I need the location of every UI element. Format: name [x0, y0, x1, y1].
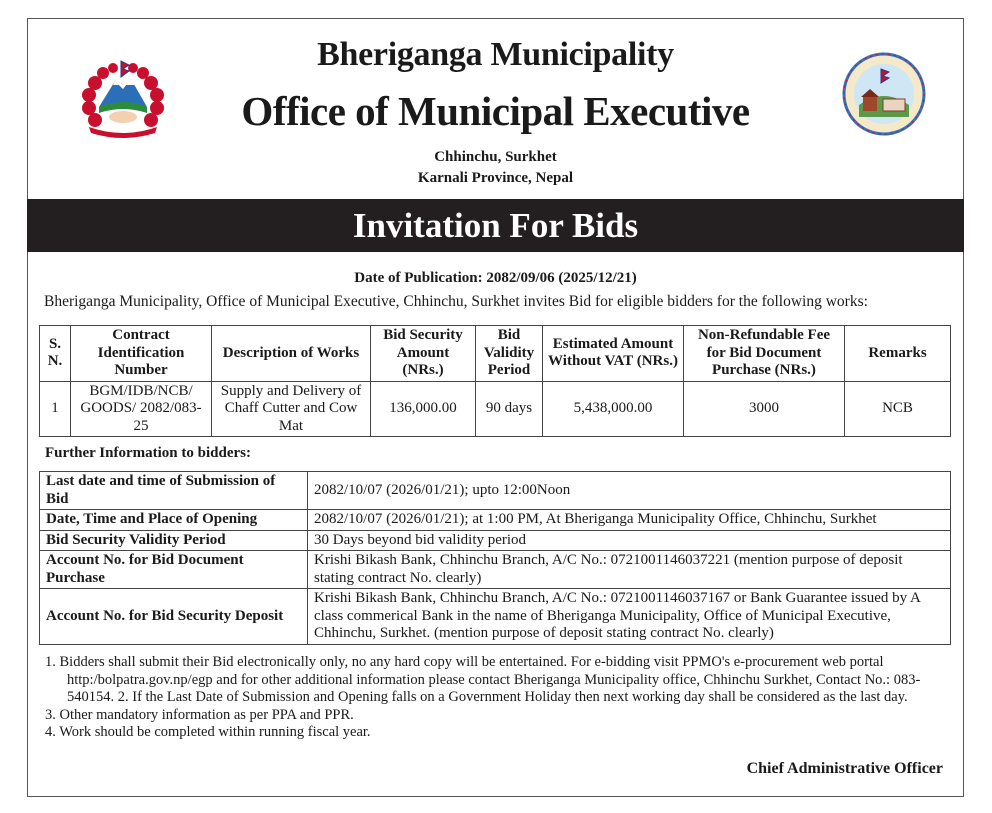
- cell-bid-security: 136,000.00: [371, 381, 476, 437]
- publication-date: Date of Publication: 2082/09/06 (2025/12/21): [354, 270, 637, 286]
- signatory-title: Chief Administrative Officer: [746, 760, 943, 777]
- info-row: [40, 551, 951, 589]
- cell-estimated-amount: 5,438,000.00: [543, 381, 684, 437]
- office-name: Office of Municipal Executive: [241, 88, 750, 134]
- address-line-1: Chhinchu, Surkhet: [434, 149, 557, 165]
- cell-sn: 1: [40, 381, 71, 437]
- cell-remarks: NCB: [845, 381, 951, 437]
- info-row: [40, 472, 951, 510]
- info-row: [40, 510, 951, 531]
- notice-frame: [27, 18, 964, 797]
- col-header-validity: Bid Validity Period: [476, 326, 543, 382]
- cell-validity: 90 days: [476, 381, 543, 437]
- info-value: Krishi Bikash Bank, Chhinchu Branch, A/C No.: 0721001146037221 (mention purpose of deposit stating contract No. clearly): [308, 551, 951, 589]
- col-header-estimated-amount: Estimated Amount Without VAT (NRs.): [543, 326, 684, 382]
- info-value: 2082/10/07 (2026/01/21); at 1:00 PM, At Bheriganga Municipality Office, Chhinchu, Surkhet: [308, 510, 951, 531]
- info-value: 30 Days beyond bid validity period: [308, 530, 951, 551]
- col-header-fee: Non-Refundable Fee for Bid Document Purchase (NRs.): [684, 326, 845, 382]
- address-line-2: Karnali Province, Nepal: [417, 170, 574, 186]
- municipality-name: Bheriganga Municipality: [317, 36, 674, 73]
- further-info-table: [39, 471, 951, 645]
- cell-description: Supply and Delivery of Chaff Cutter and Cow Mat: [212, 381, 371, 437]
- table-row: [40, 381, 951, 437]
- works-table-header: [40, 326, 951, 382]
- info-label: Account No. for Bid Security Deposit: [40, 589, 308, 645]
- info-row: [40, 589, 951, 645]
- info-label: Account No. for Bid Document Purchase: [40, 551, 308, 589]
- note-item: 1. Bidders shall submit their Bid electronically only, no any hard copy will be entertained. For e-bidding visit PPMO's e-procurement web portal http:/bolpatra.gov.np/egp and for other additional information please contact Bheriganga Municipality office, Chhinchu Surkhet, Contact No.: 083-540154. 2. If the Last Date of Submission and Opening falls on a Government Holiday then next working day shall be considered as the last day.: [45, 654, 921, 705]
- note-item: 4. Work should be completed within running fiscal year.: [45, 724, 371, 740]
- note-item: 3. Other mandatory information as per PPA and PPR.: [45, 706, 354, 723]
- cell-contract-id: BGM/IDB/NCB/ GOODS/ 2082/083-25: [71, 381, 212, 437]
- info-value: 2082/10/07 (2026/01/21); upto 12:00Noon: [308, 472, 951, 510]
- info-row: [40, 530, 951, 551]
- cell-fee: 3000: [684, 381, 845, 437]
- col-header-description: Description of Works: [212, 326, 371, 382]
- notes-list: [45, 654, 950, 742]
- further-info-title: Further Information to bidders:: [45, 445, 251, 461]
- info-label: Last date and time of Submission of Bid: [40, 472, 308, 510]
- col-header-sn: S. N.: [40, 326, 71, 382]
- info-value: Krishi Bikash Bank, Chhinchu Branch, A/C No.: 0721001146037167 or Bank Guarantee issued by A class commerical Bank in the name of Bheriganga Municipality, Office of Municipal Executive, Chhinchu, Surkhet. (mention purpose of deposit stating contract No. clearly): [308, 589, 951, 645]
- col-header-bid-security: Bid Security Amount (NRs.): [371, 326, 476, 382]
- col-header-remarks: Remarks: [845, 326, 951, 382]
- intro-text: Bheriganga Municipality, Office of Municipal Executive, Chhinchu, Surkhet invites Bid for eligible bidders for the following works:: [44, 293, 868, 310]
- col-header-contract-id: Contract Identification Number: [71, 326, 212, 382]
- info-label: Date, Time and Place of Opening: [40, 510, 308, 531]
- info-label: Bid Security Validity Period: [40, 530, 308, 551]
- notice-title-banner: Invitation For Bids: [27, 199, 964, 252]
- works-table: [39, 325, 951, 437]
